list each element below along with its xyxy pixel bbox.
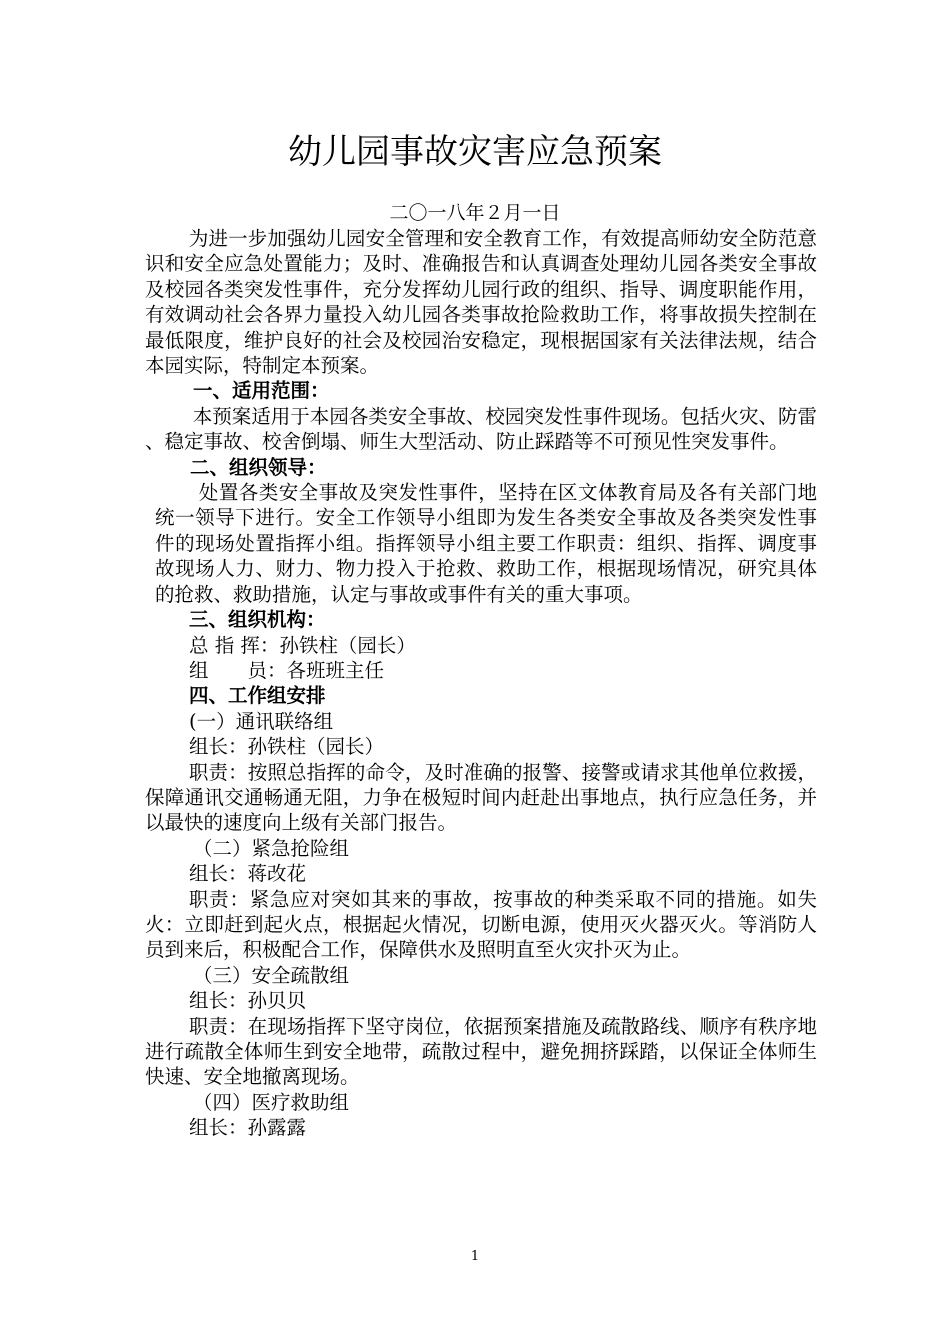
leadership-paragraph: 处置各类安全事故及突发性事件，坚持在区文体教育局及各有关部门地统一领导下进行。安全工作领导小组即为发生各类安全事故及各类突发性事件的现场处置指挥小组。指挥领导小组主要工作职责：组织、指挥、调度事故现场人力、财力、物力投入于抢救、救助工作，根据现场情况，研究具体的抢救、救助措施，认定与事故或事件有关的重大事项。 [155,481,817,606]
group-name: （二）紧急抢险组 [193,836,350,860]
scope-paragraph: 本预案适用于本园各类安全事故、校园突发性事件现场。包括火灾、防雷 、稳定事故、校舍倒塌、师生大型活动、防止踩踏等不可预见性突发事件。 [145,404,817,454]
document-date: 二〇一八年２月一日 [389,202,561,224]
section-heading-leadership: 二、组织领导： [190,455,327,479]
group-leader: 组长：孙铁柱（园长） [189,735,385,759]
group-duty: 职责：按照总指挥的命令，及时准确的报警、接警或请求其他单位救援，保障通讯交通畅通无阻，力争在极短时间内赶赴出事地点，执行应急任务，并以最快的速度向上级有关部门报告。 [145,760,817,835]
group-leader: 组长：孙贝贝 [189,989,307,1013]
group-name: （四）医疗救助组 [193,1090,350,1114]
section-heading-scope: 一、适用范围： [193,379,330,403]
group-duty: 职责：在现场指挥下坚守岗位，依据预案措施及疏散路线、顺序有秩序地进行疏散全体师生到安全地带，疏散过程中，避免拥挤踩踏，以保证全体师生快速、安全地撤离现场。 [145,1014,817,1089]
group-duty: 职责：紧急应对突如其来的事故，按事故的种类采取不同的措施。如失火：立即赶到起火点，根据起火情况，切断电源，使用灭火器灭火。等消防人员到来后，积极配合工作，保障供水及照明直至火灾扑灭为止。 [145,887,817,962]
document-body [145,226,817,1141]
document-title: 幼儿园事故灾害应急预案 [288,132,662,172]
members-line: 组 员：各班班主任 [189,658,385,682]
group-name: （三）安全疏散组 [193,963,350,987]
section-heading-groups: 四、工作组安排 [189,684,326,708]
commander-line: 总 指 挥：孙铁柱（园长） [189,633,416,657]
intro-paragraph: 为进一步加强幼儿园安全管理和安全教育工作，有效提高师幼安全防范意识和安全应急处置能力；及时、准确报告和认真调查处理幼儿园各类安全事故及校园各类突发性事件，充分发挥幼儿园行政的组织、指导、调度职能作用，有效调动社会各界力量投入幼儿园各类事故抢险救助工作，将事故损失控制在最低限度，维护良好的社会及校园治安稳定，现根据国家有关法律法规，结合本园实际，特制定本预案。 [145,227,817,378]
group-leader: 组长：蒋改花 [189,862,307,886]
group-name: (一）通讯联络组 [189,709,334,733]
page-number: 1 [470,1249,480,1264]
group-leader: 组长：孙露露 [189,1116,307,1140]
section-heading-organization: 三、组织机构： [189,608,326,632]
